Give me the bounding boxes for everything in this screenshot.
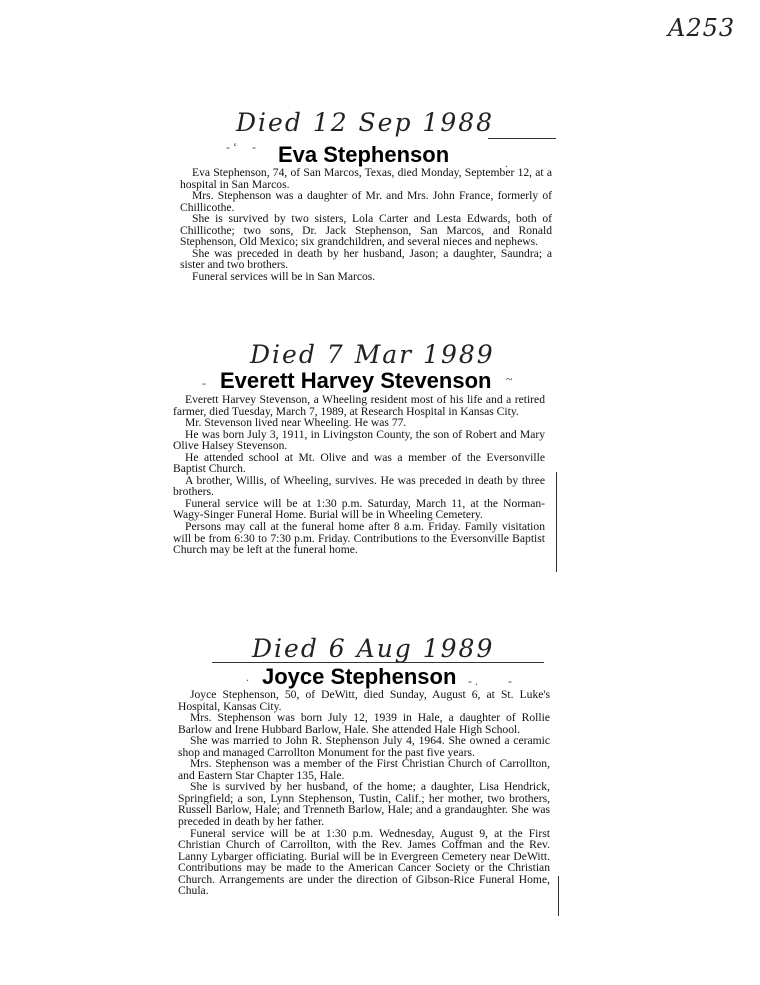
clipping-mark: - (202, 376, 206, 390)
clipping-mark: - (508, 674, 512, 688)
clipping-mark: - . (468, 674, 478, 688)
handwritten-death-date: Died 12 Sep 1988 (236, 108, 495, 137)
obituary-headline: Eva Stephenson (278, 142, 450, 167)
obituary-paragraph: Persons may call at the funeral home after 8 a.m. Friday. Family visitation will be from 6:30 to 7:30 p.m. Friday. Contributions to the Eversonville Baptist Church may be left at the funeral home. (173, 520, 545, 557)
clipping-mark: - ‘ (226, 140, 237, 154)
obituary-paragraph: Everett Harvey Stevenson, a Wheeling resident most of his life and a retired farmer, died Tuesday, March 7, 1989, at Research Hospital in Kansas City. (173, 393, 545, 418)
clipping-mark: - (252, 140, 256, 154)
clipping-mark: . (246, 670, 249, 684)
page-number-annotation: A253 (668, 14, 736, 42)
obituary-body (180, 167, 552, 282)
obituary-paragraph: She is survived by two sisters, Lola Carter and Lesta Edwards, both of Chillicothe; two sons, Dr. Jack Stephenson, San Marcos, and Ronald Stephenson, Old Mexico; six grandchildren, and several nieces and nephews. (180, 212, 552, 249)
clipping-mark: . (505, 156, 508, 170)
handwritten-death-date: Died 7 Mar 1989 (250, 340, 495, 369)
obituary-paragraph: He was born July 3, 1911, in Livingston County, the son of Robert and Mary Olive Halsey Stevenson. (173, 427, 545, 453)
obituary-paragraph: Funeral service will be at 1:30 p.m. Saturday, March 11, at the Norman-Wagy-Singer Funeral Home. Burial will be in Wheeling Cemetery. (173, 496, 545, 522)
obituary-body (178, 689, 550, 897)
obituary-paragraph: Funeral service will be at 1:30 p.m. Wednesday, August 9, at the First Christian Church of Carrollton, with the Rev. James Coffman and the Rev. Lanny Lybarger officiating. Burial will be in Evergreen Cemetery near DeWitt. Contributions may be made to the American Cancer Society or the Christian Church. Arrangements are under the direction of Gibson-Rice Funeral Home, Chula. (178, 826, 550, 898)
clipping-border (558, 876, 559, 916)
obituary-paragraph: Mrs. Stephenson was a member of the First Christian Church of Carrollton, and Eastern Star Chapter 135, Hale. (178, 757, 550, 782)
obituary-paragraph: Joyce Stephenson, 50, of DeWitt, died Sunday, August 6, at St. Luke's Hospital, Kansas City. (178, 688, 550, 713)
obituary-body (173, 394, 545, 556)
obituary-paragraph: A brother, Willis, of Wheeling, survives. He was preceded in death by three brothers. (173, 473, 545, 499)
obituary-paragraph: He attended school at Mt. Olive and was a member of the Eversonville Baptist Church. (173, 450, 545, 476)
obituary-headline: Joyce Stephenson (262, 664, 457, 689)
obituary-paragraph: Mrs. Stephenson was born July 12, 1939 in Hale, a daughter of Rollie Barlow and Irene Hubbard Barlow, Hale. She attended Hale High School. (178, 711, 550, 736)
clipping-border (488, 138, 556, 139)
obituary-paragraph: Mrs. Stephenson was a daughter of Mr. and Mrs. John France, formerly of Chillicothe. (180, 189, 552, 214)
obituary-paragraph: Funeral services will be in San Marcos. (192, 269, 376, 283)
obituary-paragraph: She was married to John R. Stephenson July 4, 1964. She owned a ceramic shop and managed Carrollton Monument for the past five years. (178, 734, 550, 759)
obituary-paragraph: Eva Stephenson, 74, of San Marcos, Texas, died Monday, September 12, at a hospital in San Marcos. (180, 166, 552, 191)
clipping-border (212, 662, 544, 663)
obituary-paragraph: She was preceded in death by her husband, Jason; a daughter, Saundra; a sister and two brothers. (180, 246, 552, 272)
obituary-paragraph: She is survived by her husband, of the home; a daughter, Lisa Hendrick, Springfield; a son, Lynn Stephenson, Tustin, Calif.; her mother, two brothers, Russell Barlow, Hale; and Trenneth Barlow, Hale; and a grandaughter. She was preceded in death by her father. (178, 780, 550, 829)
obituary-headline: Everett Harvey Stevenson (220, 368, 492, 393)
obituary-paragraph: Mr. Stevenson lived near Wheeling. He was 77. (185, 416, 407, 430)
clipping-border (556, 472, 557, 572)
clipping-mark: ~ (506, 372, 513, 386)
handwritten-death-date: Died 6 Aug 1989 (252, 634, 495, 663)
